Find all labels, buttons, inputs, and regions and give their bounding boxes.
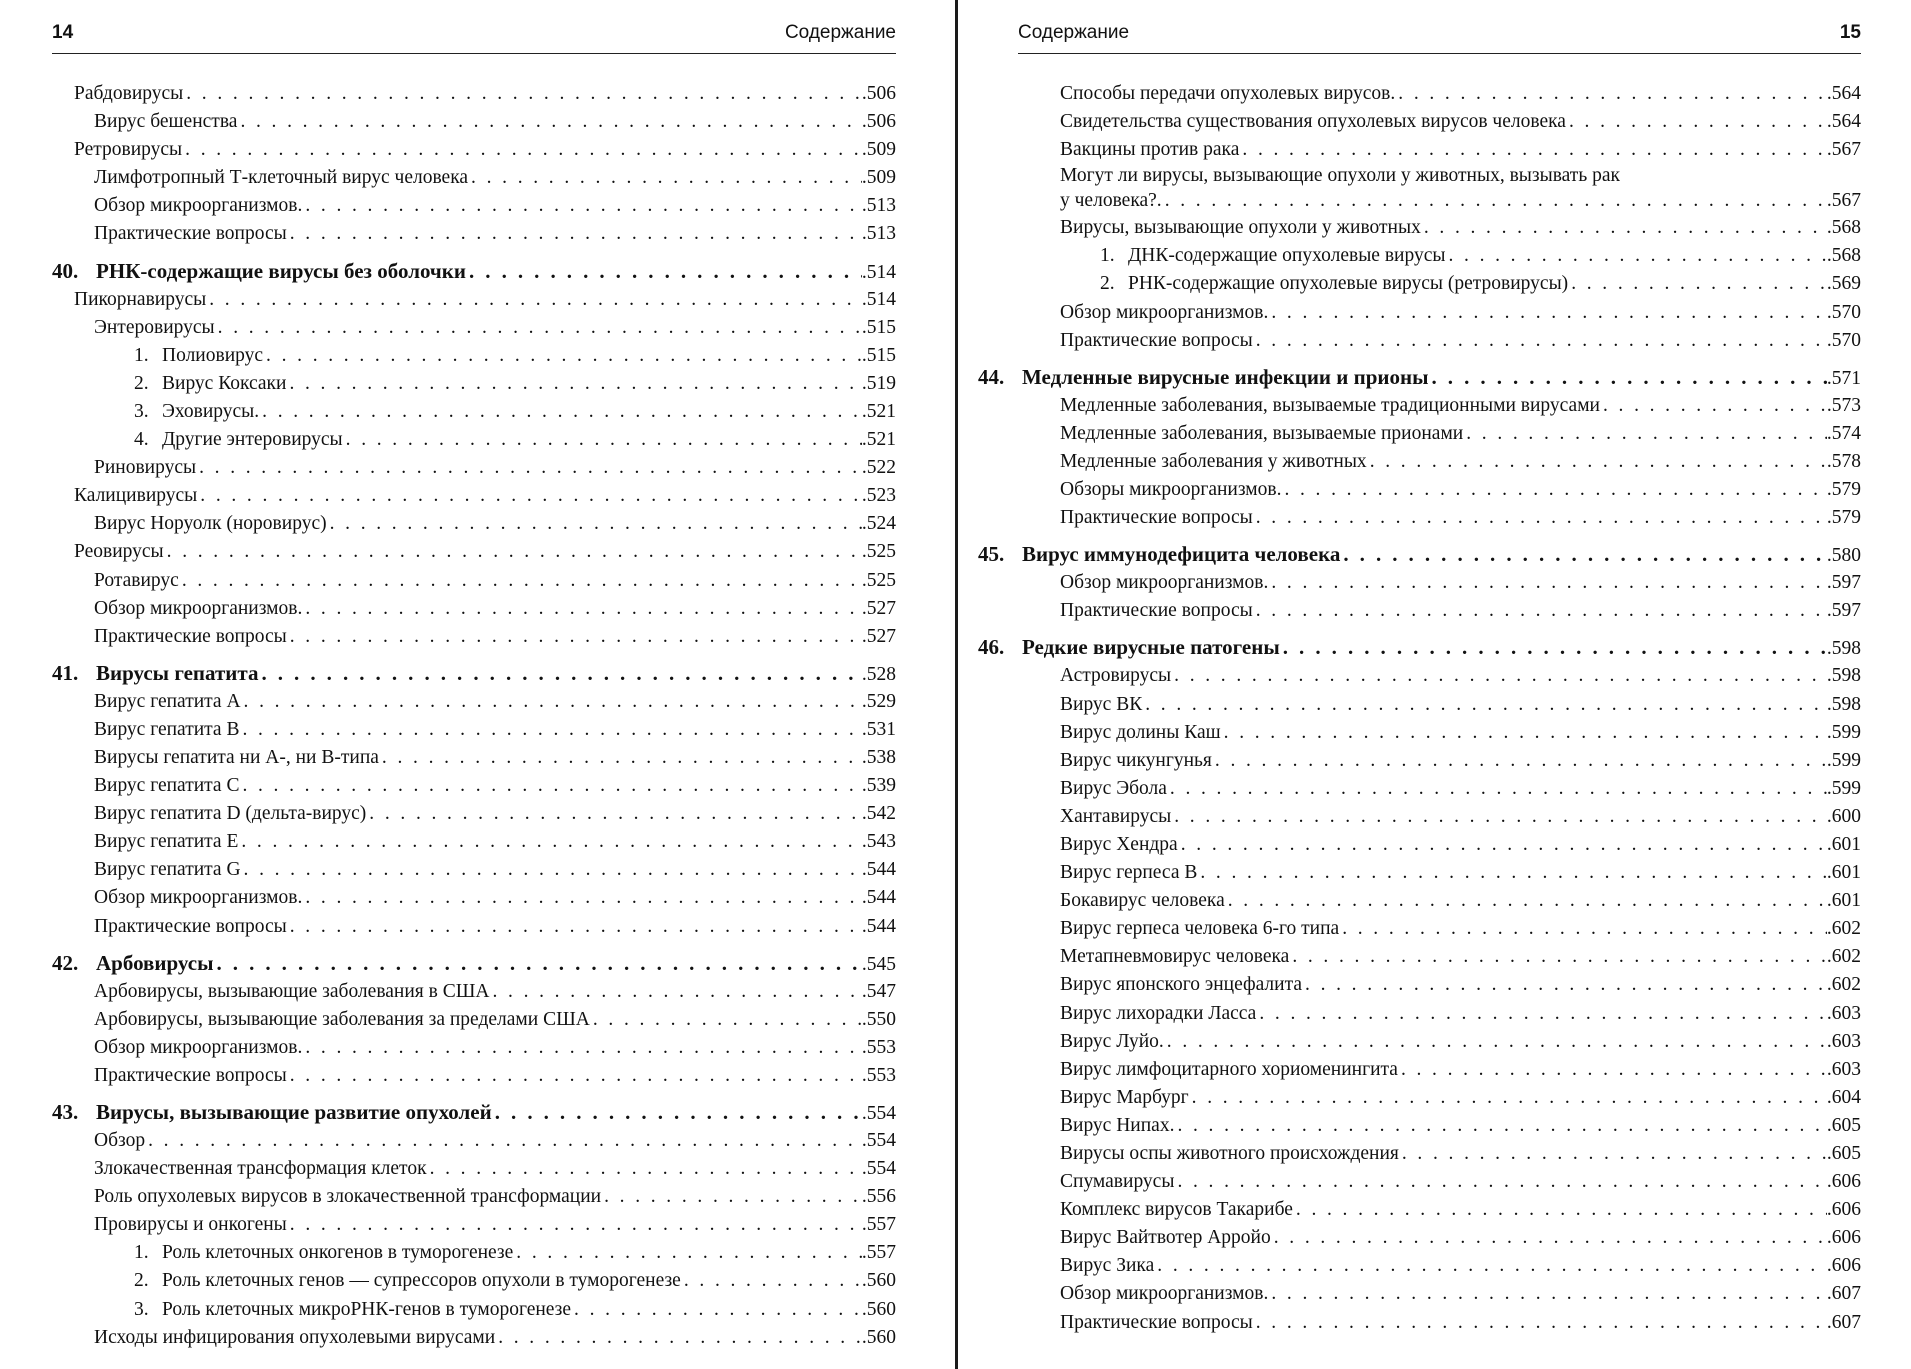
toc-entry: 1. Полиовирус . . . .515 bbox=[52, 342, 896, 370]
toc-entry: Лимфотропный Т-клеточный вирус человека . . . .509 bbox=[52, 164, 896, 192]
toc-entry: Астровирусы . . . .598 bbox=[1018, 662, 1861, 690]
toc-entry: Обзор микроорганизмов. . . . .553 bbox=[52, 1034, 896, 1062]
toc-entry: Вирус Нипах. . . . .605 bbox=[1018, 1112, 1861, 1140]
toc-entry: Вирус лимфоцитарного хориоменингита . . . .603 bbox=[1018, 1056, 1861, 1084]
toc-list bbox=[978, 80, 1861, 1337]
header-rule bbox=[1018, 53, 1861, 54]
toc-entry: Вирус Луйо. . . . .603 bbox=[1018, 1028, 1861, 1056]
toc-entry: Вирус лихорадки Ласса . . . .603 bbox=[1018, 1000, 1861, 1028]
toc-entry: Исходы инфицирования опухолевыми вирусами . . . .560 bbox=[52, 1324, 896, 1352]
chapter-heading: 43. Вирусы, вызывающие развитие опухолей . . . .554 bbox=[52, 1098, 896, 1127]
running-header-title: Содержание bbox=[784, 22, 896, 43]
toc-entry: Вирус Норуолк (норовирус) . . . .524 bbox=[52, 510, 896, 538]
toc-entry: Вирус бешенства . . . .506 bbox=[52, 108, 896, 136]
toc-entry: Вирусы оспы животного происхождения . . . .605 bbox=[1018, 1140, 1861, 1168]
toc-entry: Арбовирусы, вызывающие заболевания за пределами США . . . .550 bbox=[52, 1006, 896, 1034]
toc-entry: Практические вопросы . . . .579 bbox=[1018, 504, 1861, 532]
toc-entry: Вирус японского энцефалита . . . .602 bbox=[1018, 971, 1861, 999]
toc-entry: Обзор . . . .554 bbox=[52, 1127, 896, 1155]
toc-entry: Вирус гепатита G . . . .544 bbox=[52, 856, 896, 884]
toc-entry: 3. Эховирусы. . . . .521 bbox=[52, 398, 896, 426]
toc-entry: Энтеровирусы . . . .515 bbox=[52, 314, 896, 342]
toc-entry: Вирус чикунгунья . . . .599 bbox=[1018, 747, 1861, 775]
right-page bbox=[958, 0, 1911, 1369]
toc-entry: Вирусы, вызывающие опухоли у животных . . . .568 bbox=[1018, 214, 1861, 242]
toc-entry: 1. Роль клеточных онкогенов в туморогенезе . . . .557 bbox=[52, 1239, 896, 1267]
left-page-header bbox=[52, 22, 896, 48]
toc-entry: Вирус герпеса человека 6-го типа . . . .602 bbox=[1018, 915, 1861, 943]
toc-entry: Обзор микроорганизмов. . . . .570 bbox=[1018, 299, 1861, 327]
chapter-heading: 44. Медленные вирусные инфекции и прионы . . . .571 bbox=[978, 363, 1861, 392]
toc-entry: Обзор микроорганизмов. . . . .607 bbox=[1018, 1280, 1861, 1308]
toc-entry: 2. Роль клеточных генов — супрессоров опухоли в туморогенезе . . . .560 bbox=[52, 1267, 896, 1295]
header-rule bbox=[52, 53, 896, 54]
toc-entry: 3. Роль клеточных микроРНК-генов в туморогенезе . . . .560 bbox=[52, 1296, 896, 1324]
chapter-heading: 41. Вирусы гепатита . . . .528 bbox=[52, 659, 896, 688]
toc-entry: Обзор микроорганизмов. . . . .544 bbox=[52, 884, 896, 912]
chapter-heading: 46. Редкие вирусные патогены . . . .598 bbox=[978, 633, 1861, 662]
toc-entry: Вирус гепатита C . . . .539 bbox=[52, 772, 896, 800]
toc-entry: Метапневмовирус человека . . . .602 bbox=[1018, 943, 1861, 971]
toc-entry-multiline: Могут ли вирусы, вызывающие опухоли у животных, вызывать рак у человека?. . . . .567 bbox=[1018, 164, 1861, 214]
toc-entry: Рабдовирусы . . . .506 bbox=[52, 80, 896, 108]
toc-entry: Роль опухолевых вирусов в злокачественной трансформации . . . .556 bbox=[52, 1183, 896, 1211]
running-header-title: Содержание bbox=[1018, 22, 1130, 43]
toc-entry: Вирус ВК . . . .598 bbox=[1018, 691, 1861, 719]
toc-list bbox=[52, 80, 896, 1352]
toc-entry: Хантавирусы . . . .600 bbox=[1018, 803, 1861, 831]
toc-entry: Вирус Зика . . . .606 bbox=[1018, 1252, 1861, 1280]
toc-entry: Провирусы и онкогены . . . .557 bbox=[52, 1211, 896, 1239]
toc-entry: Вирусы гепатита ни А-, ни В-типа . . . .538 bbox=[52, 744, 896, 772]
toc-entry: Обзор микроорганизмов. . . . .513 bbox=[52, 192, 896, 220]
toc-entry: 2. РНК-содержащие опухолевые вирусы (ретровирусы) . . . .569 bbox=[1018, 270, 1861, 298]
toc-entry: Вирус Хендра . . . .601 bbox=[1018, 831, 1861, 859]
right-page-header bbox=[1018, 22, 1861, 48]
toc-entry: Медленные заболевания, вызываемые традиционными вирусами . . . .573 bbox=[1018, 392, 1861, 420]
toc-entry: Практические вопросы . . . .513 bbox=[52, 220, 896, 248]
toc-entry: Медленные заболевания у животных . . . .578 bbox=[1018, 448, 1861, 476]
toc-entry: Спумавирусы . . . .606 bbox=[1018, 1168, 1861, 1196]
toc-entry: Пикорнавирусы . . . .514 bbox=[52, 286, 896, 314]
toc-entry: Практические вопросы . . . .607 bbox=[1018, 1309, 1861, 1337]
toc-entry: Практические вопросы . . . .527 bbox=[52, 623, 896, 651]
toc-entry: Комплекс вирусов Такарибе . . . .606 bbox=[1018, 1196, 1861, 1224]
toc-entry: Злокачественная трансформация клеток . . . .554 bbox=[52, 1155, 896, 1183]
toc-entry: Арбовирусы, вызывающие заболевания в США . . . .547 bbox=[52, 978, 896, 1006]
toc-entry: 2. Вирус Коксаки . . . .519 bbox=[52, 370, 896, 398]
toc-entry: Бокавирус человека . . . .601 bbox=[1018, 887, 1861, 915]
toc-entry: Свидетельства существования опухолевых вирусов человека . . . .564 bbox=[1018, 108, 1861, 136]
toc-entry: Вирус гепатита A . . . .529 bbox=[52, 688, 896, 716]
toc-entry: Калицивирусы . . . .523 bbox=[52, 482, 896, 510]
toc-entry: Вирус гепатита E . . . .543 bbox=[52, 828, 896, 856]
toc-entry: Обзор микроорганизмов. . . . .527 bbox=[52, 595, 896, 623]
toc-entry: 4. Другие энтеровирусы . . . .521 bbox=[52, 426, 896, 454]
toc-entry: Практические вопросы . . . .570 bbox=[1018, 327, 1861, 355]
toc-entry: Вирус долины Каш . . . .599 bbox=[1018, 719, 1861, 747]
toc-entry: Вирус герпеса В . . . .601 bbox=[1018, 859, 1861, 887]
toc-entry: Практические вопросы . . . .544 bbox=[52, 913, 896, 941]
toc-entry: Вирус Вайтвотер Арройо . . . .606 bbox=[1018, 1224, 1861, 1252]
toc-entry: Риновирусы . . . .522 bbox=[52, 454, 896, 482]
toc-entry: Вирус Марбург . . . .604 bbox=[1018, 1084, 1861, 1112]
toc-entry: Обзоры микроорганизмов. . . . .579 bbox=[1018, 476, 1861, 504]
toc-entry: Ретровирусы . . . .509 bbox=[52, 136, 896, 164]
toc-entry: Реовирусы . . . .525 bbox=[52, 538, 896, 566]
toc-entry: Практические вопросы . . . .597 bbox=[1018, 597, 1861, 625]
page-number: 14 bbox=[52, 22, 74, 43]
page-number: 15 bbox=[1839, 22, 1861, 43]
chapter-heading: 42. Арбовирусы . . . .545 bbox=[52, 949, 896, 978]
toc-entry: Способы передачи опухолевых вирусов. . . . .564 bbox=[1018, 80, 1861, 108]
toc-entry: Ротавирус . . . .525 bbox=[52, 567, 896, 595]
toc-entry: Медленные заболевания, вызываемые прионами . . . .574 bbox=[1018, 420, 1861, 448]
chapter-heading: 40. РНК-содержащие вирусы без оболочки . . . .514 bbox=[52, 257, 896, 286]
toc-entry: Обзор микроорганизмов. . . . .597 bbox=[1018, 569, 1861, 597]
toc-entry: Вирус Эбола . . . .599 bbox=[1018, 775, 1861, 803]
toc-entry: Вирус гепатита D (дельта-вирус) . . . .542 bbox=[52, 800, 896, 828]
chapter-heading: 45. Вирус иммунодефицита человека . . . .580 bbox=[978, 540, 1861, 569]
toc-entry: Практические вопросы . . . .553 bbox=[52, 1062, 896, 1090]
toc-entry: Вирус гепатита B . . . .531 bbox=[52, 716, 896, 744]
toc-entry: Вакцины против рака . . . .567 bbox=[1018, 136, 1861, 164]
toc-entry: 1. ДНК-содержащие опухолевые вирусы . . . .568 bbox=[1018, 242, 1861, 270]
